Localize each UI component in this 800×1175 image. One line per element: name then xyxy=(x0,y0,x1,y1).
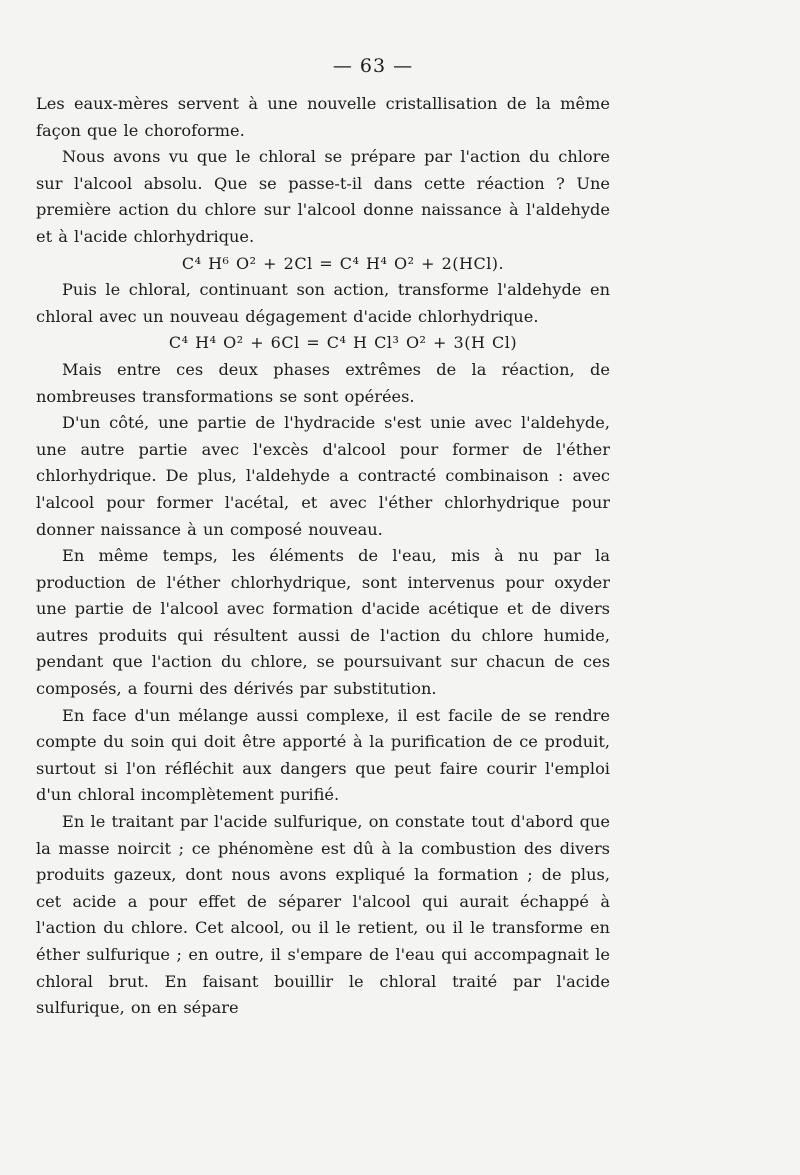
paragraph: En le traitant par l'acide sulfurique, on constate tout d'abord que la masse noircit ; ce phénomène est dû à la combustion des divers produits gazeux, dont nous avons expliqué la formation ; de plus, cet acide a pour effet de séparer l'alcool qui aurait échappé à l'action du chlore. Cet alcool, ou il le retient, ou il le transforme en éther sulfurique ; en outre, il s'empare de l'eau qui accompagnait le chloral brut. En faisant bouillir le chloral traité par l'acide sulfurique, on en sépare xyxy=(36,812,610,1018)
body-text xyxy=(36,91,610,1022)
paragraph: En même temps, les éléments de l'eau, mis à nu par la production de l'éther chlorhydrique, sont intervenus pour oxyder une partie de l'alcool avec formation d'acide acétique et de divers autres produits qui résultent aussi de l'action du chlore humide, pendant que l'action du chlore, se poursuivant sur chacun de ces composés, a fourni des dérivés par substitution. xyxy=(36,546,610,699)
paragraph: Nous avons vu que le chloral se prépare par l'action du chlore sur l'alcool absolu. Que se passe-t-il dans cette réaction ? Une première action du chlore sur l'alcool donne naissance à l'aldehyde et à l'acide chlorhydrique. xyxy=(36,147,610,246)
paragraph: En face d'un mélange aussi complexe, il est facile de se rendre compte du soin qui doit être apporté à la purification de ce produit, surtout si l'on réfléchit aux dangers que peut faire courir l'emploi d'un chloral incomplètement purifié. xyxy=(36,705,610,805)
chemical-formula: C⁴ H⁶ O² + 2Cl = C⁴ H⁴ O² + 2(HCl). xyxy=(181,253,505,273)
paragraph: Les eaux-mères servent à une nouvelle cristallisation de la même façon que le choroforme. xyxy=(36,94,610,140)
chemical-formula: C⁴ H⁴ O² + 6Cl = C⁴ H Cl³ O² + 3(H Cl) xyxy=(168,333,518,353)
page-number: — 63 — xyxy=(332,55,414,77)
paragraph: Puis le chloral, continuant son action, transforme l'aldehyde en chloral avec un nouveau dégagement d'acide chlorhydrique. xyxy=(36,280,610,326)
paragraph: Mais entre ces deux phases extrêmes de la réaction, de nombreuses transformations se sont opérées. xyxy=(36,359,610,406)
paragraph: D'un côté, une partie de l'hydracide s'est unie avec l'aldehyde, une autre partie avec l'excès d'alcool pour former de l'éther chlorhydrique. De plus, l'aldehyde a contracté combinaison : avec l'alcool pour former l'acétal, et avec l'éther chlorhydrique pour donner naissance à un composé nouveau. xyxy=(36,413,610,539)
